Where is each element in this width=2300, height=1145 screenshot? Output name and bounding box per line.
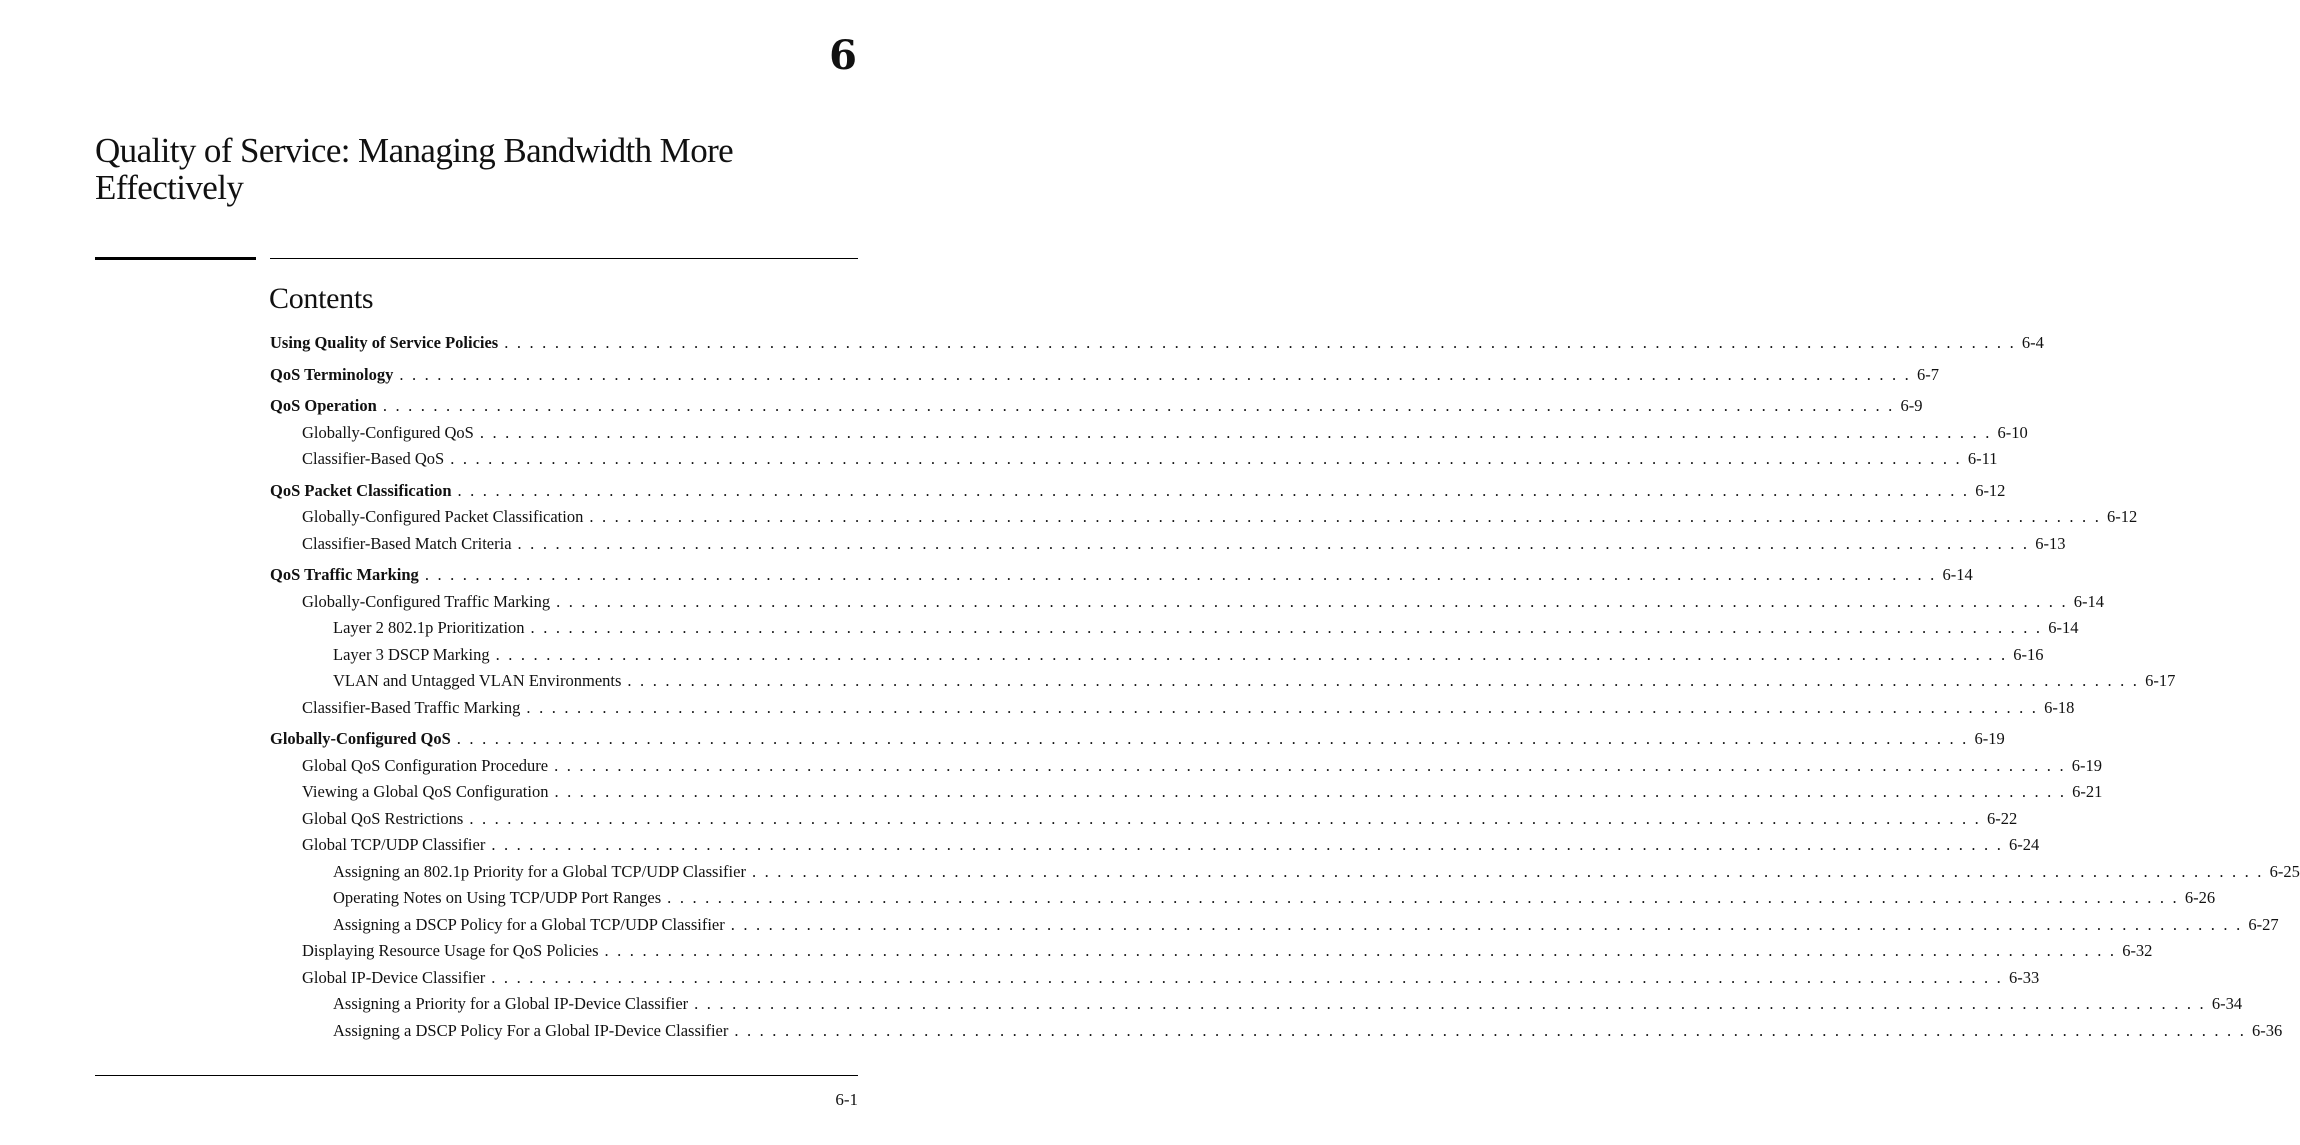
toc-entry[interactable] [270, 562, 1973, 589]
toc-entry-title: Layer 2 802.1p Prioritization [333, 618, 525, 637]
section-divider-thin [270, 258, 858, 259]
toc-entry-page: 6-36 [2252, 1020, 2283, 1040]
toc-entry-title: Assigning a DSCP Policy for a Global TCP/UDP Classifier [333, 914, 725, 934]
table-of-contents [270, 330, 2300, 1044]
chapter-number: 6 [829, 32, 857, 79]
footer-rule [95, 1075, 858, 1076]
toc-entry-page: 6-18 [2044, 697, 2075, 717]
dot-leader: . . . . . . . . . . . . . . . . . . . . . . . . . . . . . . . . . . . . . . . . . . . . . . . . . . . . . . . . . . . . . . . . . . . . . . . . . . . . . . . . . . . . . . . . . . . . . . . . . . . . . . . . . . . . . . . . . . . . . . . . [604, 941, 2117, 960]
dot-leader: . . . . . . . . . . . . . . . . . . . . . . . . . . . . . . . . . . . . . . . . . . . . . . . . . . . . . . . . . . . . . . . . . . . . . . . . . . . . . . . . . . . . . . . . . . . . . . . . . . . . . . . . . . . . . . . . . . . . . . . . [469, 808, 1982, 828]
toc-entry-page: 6-22 [1987, 808, 2018, 828]
toc-entry-page: 6-14 [2048, 618, 2079, 637]
toc-entry-title: Using Quality of Service Policies [270, 333, 499, 352]
dot-leader: . . . . . . . . . . . . . . . . . . . . . . . . . . . . . . . . . . . . . . . . . . . . . . . . . . . . . . . . . . . . . . . . . . . . . . . . . . . . . . . . . . . . . . . . . . . . . . . . . . . . . . . . . . . . . . . . . . . . . . . . [495, 644, 2008, 664]
contents-heading: Contents [269, 282, 374, 315]
toc-entry-title: Globally-Configured QoS [270, 729, 451, 748]
toc-entry-title: Global QoS Restrictions [302, 808, 464, 828]
toc-entry[interactable] [270, 330, 2044, 357]
toc-entry-title: Classifier-Based Match Criteria [302, 533, 512, 553]
toc-entry[interactable] [270, 668, 2176, 695]
toc-entry-title: Globally-Configured Traffic Marking [302, 591, 551, 611]
dot-leader: . . . . . . . . . . . . . . . . . . . . . . . . . . . . . . . . . . . . . . . . . . . . . . . . . . . . . . . . . . . . . . . . . . . . . . . . . . . . . . . . . . . . . . . . . . . . . . . . . . . . . . . . . . . . . . . . . . . . . . . . [730, 914, 2243, 934]
dot-leader: . . . . . . . . . . . . . . . . . . . . . . . . . . . . . . . . . . . . . . . . . . . . . . . . . . . . . . . . . . . . . . . . . . . . . . . . . . . . . . . . . . . . . . . . . . . . . . . . . . . . . . . . . . . . . . . . . . . . . . . . [479, 422, 1992, 442]
dot-leader: . . . . . . . . . . . . . . . . . . . . . . . . . . . . . . . . . . . . . . . . . . . . . . . . . . . . . . . . . . . . . . . . . . . . . . . . . . . . . . . . . . . . . . . . . . . . . . . . . . . . . . . . . . . . . . . . . . . . . . . . [627, 671, 2140, 690]
chapter-title: Quality of Service: Managing Bandwidth More Effectively [95, 131, 734, 207]
toc-entry-page: 6-21 [2072, 782, 2103, 801]
dot-leader: . . . . . . . . . . . . . . . . . . . . . . . . . . . . . . . . . . . . . . . . . . . . . . . . . . . . . . . . . . . . . . . . . . . . . . . . . . . . . . . . . . . . . . . . . . . . . . . . . . . . . . . . . . . . . . . . . . . . . . . . [526, 697, 2039, 717]
dot-leader: . . . . . . . . . . . . . . . . . . . . . . . . . . . . . . . . . . . . . . . . . . . . . . . . . . . . . . . . . . . . . . . . . . . . . . . . . . . . . . . . . . . . . . . . . . . . . . . . . . . . . . . . . . . . . . . . . . . . . . . . [399, 364, 1912, 384]
toc-entry[interactable] [270, 779, 2103, 806]
toc-entry-page: 6-17 [2145, 671, 2176, 690]
toc-entry-page: 6-12 [2107, 507, 2138, 526]
toc-entry-title: QoS Terminology [270, 364, 394, 384]
dot-leader: . . . . . . . . . . . . . . . . . . . . . . . . . . . . . . . . . . . . . . . . . . . . . . . . . . . . . . . . . . . . . . . . . . . . . . . . . . . . . . . . . . . . . . . . . . . . . . . . . . . . . . . . . . . . . . . . . . . . . . . . [382, 396, 1895, 415]
toc-entry-title: Viewing a Global QoS Configuration [302, 782, 549, 801]
toc-entry-title: Classifier-Based Traffic Marking [302, 697, 521, 717]
toc-entry-title: Assigning a Priority for a Global IP-Device Classifier [333, 994, 689, 1013]
toc-entry[interactable] [270, 504, 2138, 531]
dot-leader: . . . . . . . . . . . . . . . . . . . . . . . . . . . . . . . . . . . . . . . . . . . . . . . . . . . . . . . . . . . . . . . . . . . . . . . . . . . . . . . . . . . . . . . . . . . . . . . . . . . . . . . . . . . . . . . . . . . . . . . . [734, 1020, 2247, 1040]
toc-entry[interactable] [270, 938, 2153, 965]
toc-entry-title: Global IP-Device Classifier [302, 967, 486, 987]
toc-entry[interactable] [270, 806, 2018, 833]
toc-entry[interactable] [270, 832, 2040, 859]
toc-entry-title: Assigning an 802.1p Priority for a Global TCP/UDP Classifier [333, 861, 746, 881]
toc-entry-title: QoS Traffic Marking [270, 565, 419, 584]
dot-leader: . . . . . . . . . . . . . . . . . . . . . . . . . . . . . . . . . . . . . . . . . . . . . . . . . . . . . . . . . . . . . . . . . . . . . . . . . . . . . . . . . . . . . . . . . . . . . . . . . . . . . . . . . . . . . . . . . . . . . . . . [694, 994, 2206, 1013]
toc-entry-page: 6-26 [2184, 888, 2216, 907]
toc-entry[interactable] [270, 642, 2044, 669]
dot-leader: . . . . . . . . . . . . . . . . . . . . . . . . . . . . . . . . . . . . . . . . . . . . . . . . . . . . . . . . . . . . . . . . . . . . . . . . . . . . . . . . . . . . . . . . . . . . . . . . . . . . . . . . . . . . . . . . . . . . . . . . [554, 782, 2067, 801]
toc-entry-page: 6-33 [2008, 967, 2040, 987]
dot-leader: . . . . . . . . . . . . . . . . . . . . . . . . . . . . . . . . . . . . . . . . . . . . . . . . . . . . . . . . . . . . . . . . . . . . . . . . . . . . . . . . . . . . . . . . . . . . . . . . . . . . . . . . . . . . . . . . . . . . . . . . [456, 729, 1969, 748]
toc-entry[interactable] [270, 885, 2216, 912]
dot-leader: . . . . . . . . . . . . . . . . . . . . . . . . . . . . . . . . . . . . . . . . . . . . . . . . . . . . . . . . . . . . . . . . . . . . . . . . . . . . . . . . . . . . . . . . . . . . . . . . . . . . . . . . . . . . . . . . . . . . . . . . [667, 888, 2179, 907]
toc-entry[interactable] [270, 589, 2105, 616]
toc-entry-title: Global TCP/UDP Classifier [302, 835, 486, 854]
toc-entry[interactable] [270, 991, 2243, 1018]
toc-entry[interactable] [270, 912, 2279, 939]
dot-leader: . . . . . . . . . . . . . . . . . . . . . . . . . . . . . . . . . . . . . . . . . . . . . . . . . . . . . . . . . . . . . . . . . . . . . . . . . . . . . . . . . . . . . . . . . . . . . . . . . . . . . . . . . . . . . . . . . . . . . . . . [530, 618, 2043, 637]
toc-entry[interactable] [270, 362, 1940, 389]
toc-entry-title: Global QoS Configuration Procedure [302, 755, 549, 775]
dot-leader: . . . . . . . . . . . . . . . . . . . . . . . . . . . . . . . . . . . . . . . . . . . . . . . . . . . . . . . . . . . . . . . . . . . . . . . . . . . . . . . . . . . . . . . . . . . . . . . . . . . . . . . . . . . . . . . . . . . . . . . . [457, 480, 1970, 500]
dot-leader: . . . . . . . . . . . . . . . . . . . . . . . . . . . . . . . . . . . . . . . . . . . . . . . . . . . . . . . . . . . . . . . . . . . . . . . . . . . . . . . . . . . . . . . . . . . . . . . . . . . . . . . . . . . . . . . . . . . . . . . . [450, 449, 1962, 468]
page-number: 6-1 [835, 1090, 858, 1109]
toc-entry-title: Operating Notes on Using TCP/UDP Port Ranges [333, 888, 662, 907]
toc-entry-title: Globally-Configured Packet Classification [302, 507, 584, 526]
dot-leader: . . . . . . . . . . . . . . . . . . . . . . . . . . . . . . . . . . . . . . . . . . . . . . . . . . . . . . . . . . . . . . . . . . . . . . . . . . . . . . . . . . . . . . . . . . . . . . . . . . . . . . . . . . . . . . . . . . . . . . . . [491, 967, 2003, 987]
toc-entry[interactable] [270, 753, 2103, 780]
toc-entry-page: 6-7 [1917, 364, 1940, 384]
toc-entry[interactable] [270, 478, 2006, 505]
toc-entry[interactable] [270, 859, 2300, 886]
toc-entry[interactable] [270, 446, 1998, 473]
toc-entry-page: 6-32 [2122, 941, 2153, 960]
toc-entry[interactable] [270, 965, 2040, 992]
toc-entry[interactable] [270, 695, 2075, 722]
section-divider-thick [95, 257, 256, 260]
dot-leader: . . . . . . . . . . . . . . . . . . . . . . . . . . . . . . . . . . . . . . . . . . . . . . . . . . . . . . . . . . . . . . . . . . . . . . . . . . . . . . . . . . . . . . . . . . . . . . . . . . . . . . . . . . . . . . . . . . . . . . . . [424, 565, 1937, 584]
toc-entry[interactable] [270, 615, 2079, 642]
dot-leader: . . . . . . . . . . . . . . . . . . . . . . . . . . . . . . . . . . . . . . . . . . . . . . . . . . . . . . . . . . . . . . . . . . . . . . . . . . . . . . . . . . . . . . . . . . . . . . . . . . . . . . . . . . . . . . . . . . . . . . . . [517, 533, 2030, 553]
toc-entry-page: 6-9 [1900, 396, 1923, 415]
toc-entry-page: 6-11 [1967, 449, 1998, 468]
dot-leader: . . . . . . . . . . . . . . . . . . . . . . . . . . . . . . . . . . . . . . . . . . . . . . . . . . . . . . . . . . . . . . . . . . . . . . . . . . . . . . . . . . . . . . . . . . . . . . . . . . . . . . . . . . . . . . . . . . . . . . . . [556, 591, 2068, 611]
toc-entry-page: 6-14 [2073, 591, 2105, 611]
toc-entry-title: QoS Packet Classification [270, 480, 452, 500]
toc-entry[interactable] [270, 531, 2066, 558]
dot-leader: . . . . . . . . . . . . . . . . . . . . . . . . . . . . . . . . . . . . . . . . . . . . . . . . . . . . . . . . . . . . . . . . . . . . . . . . . . . . . . . . . . . . . . . . . . . . . . . . . . . . . . . . . . . . . . . . . . . . . . . . [491, 835, 2004, 854]
toc-entry[interactable] [270, 1018, 2283, 1045]
toc-entry[interactable] [270, 726, 2005, 753]
toc-entry[interactable] [270, 420, 2028, 447]
toc-entry-page: 6-12 [1975, 480, 2006, 500]
toc-entry-page: 6-13 [2035, 533, 2066, 553]
toc-entry-title: Globally-Configured QoS [302, 422, 474, 442]
toc-entry-title: Displaying Resource Usage for QoS Policies [302, 941, 599, 960]
toc-entry-page: 6-16 [2013, 644, 2044, 664]
toc-entry-page: 6-34 [2211, 994, 2243, 1013]
toc-entry[interactable] [270, 393, 1923, 420]
toc-entry-page: 6-24 [2009, 835, 2040, 854]
toc-entry-title: Assigning a DSCP Policy For a Global IP-Device Classifier [333, 1020, 729, 1040]
toc-entry-page: 6-19 [2071, 755, 2103, 775]
toc-entry-page: 6-14 [1942, 565, 1973, 584]
toc-entry-title: VLAN and Untagged VLAN Environments [333, 671, 622, 690]
toc-entry-page: 6-27 [2248, 914, 2279, 934]
dot-leader: . . . . . . . . . . . . . . . . . . . . . . . . . . . . . . . . . . . . . . . . . . . . . . . . . . . . . . . . . . . . . . . . . . . . . . . . . . . . . . . . . . . . . . . . . . . . . . . . . . . . . . . . . . . . . . . . . . . . . . . . [751, 861, 2264, 881]
toc-entry-title: Classifier-Based QoS [302, 449, 445, 468]
toc-entry-page: 6-25 [2269, 861, 2300, 881]
dot-leader: . . . . . . . . . . . . . . . . . . . . . . . . . . . . . . . . . . . . . . . . . . . . . . . . . . . . . . . . . . . . . . . . . . . . . . . . . . . . . . . . . . . . . . . . . . . . . . . . . . . . . . . . . . . . . . . . . . . . . . . . [504, 333, 2016, 352]
dot-leader: . . . . . . . . . . . . . . . . . . . . . . . . . . . . . . . . . . . . . . . . . . . . . . . . . . . . . . . . . . . . . . . . . . . . . . . . . . . . . . . . . . . . . . . . . . . . . . . . . . . . . . . . . . . . . . . . . . . . . . . . [554, 755, 2066, 775]
toc-entry-page: 6-19 [1974, 729, 2005, 748]
toc-entry-page: 6-10 [1997, 422, 2028, 442]
dot-leader: . . . . . . . . . . . . . . . . . . . . . . . . . . . . . . . . . . . . . . . . . . . . . . . . . . . . . . . . . . . . . . . . . . . . . . . . . . . . . . . . . . . . . . . . . . . . . . . . . . . . . . . . . . . . . . . . . . . . . . . . [589, 507, 2102, 526]
toc-entry-title: QoS Operation [270, 396, 377, 415]
toc-entry-title: Layer 3 DSCP Marking [333, 644, 490, 664]
toc-entry-page: 6-4 [2021, 333, 2044, 352]
